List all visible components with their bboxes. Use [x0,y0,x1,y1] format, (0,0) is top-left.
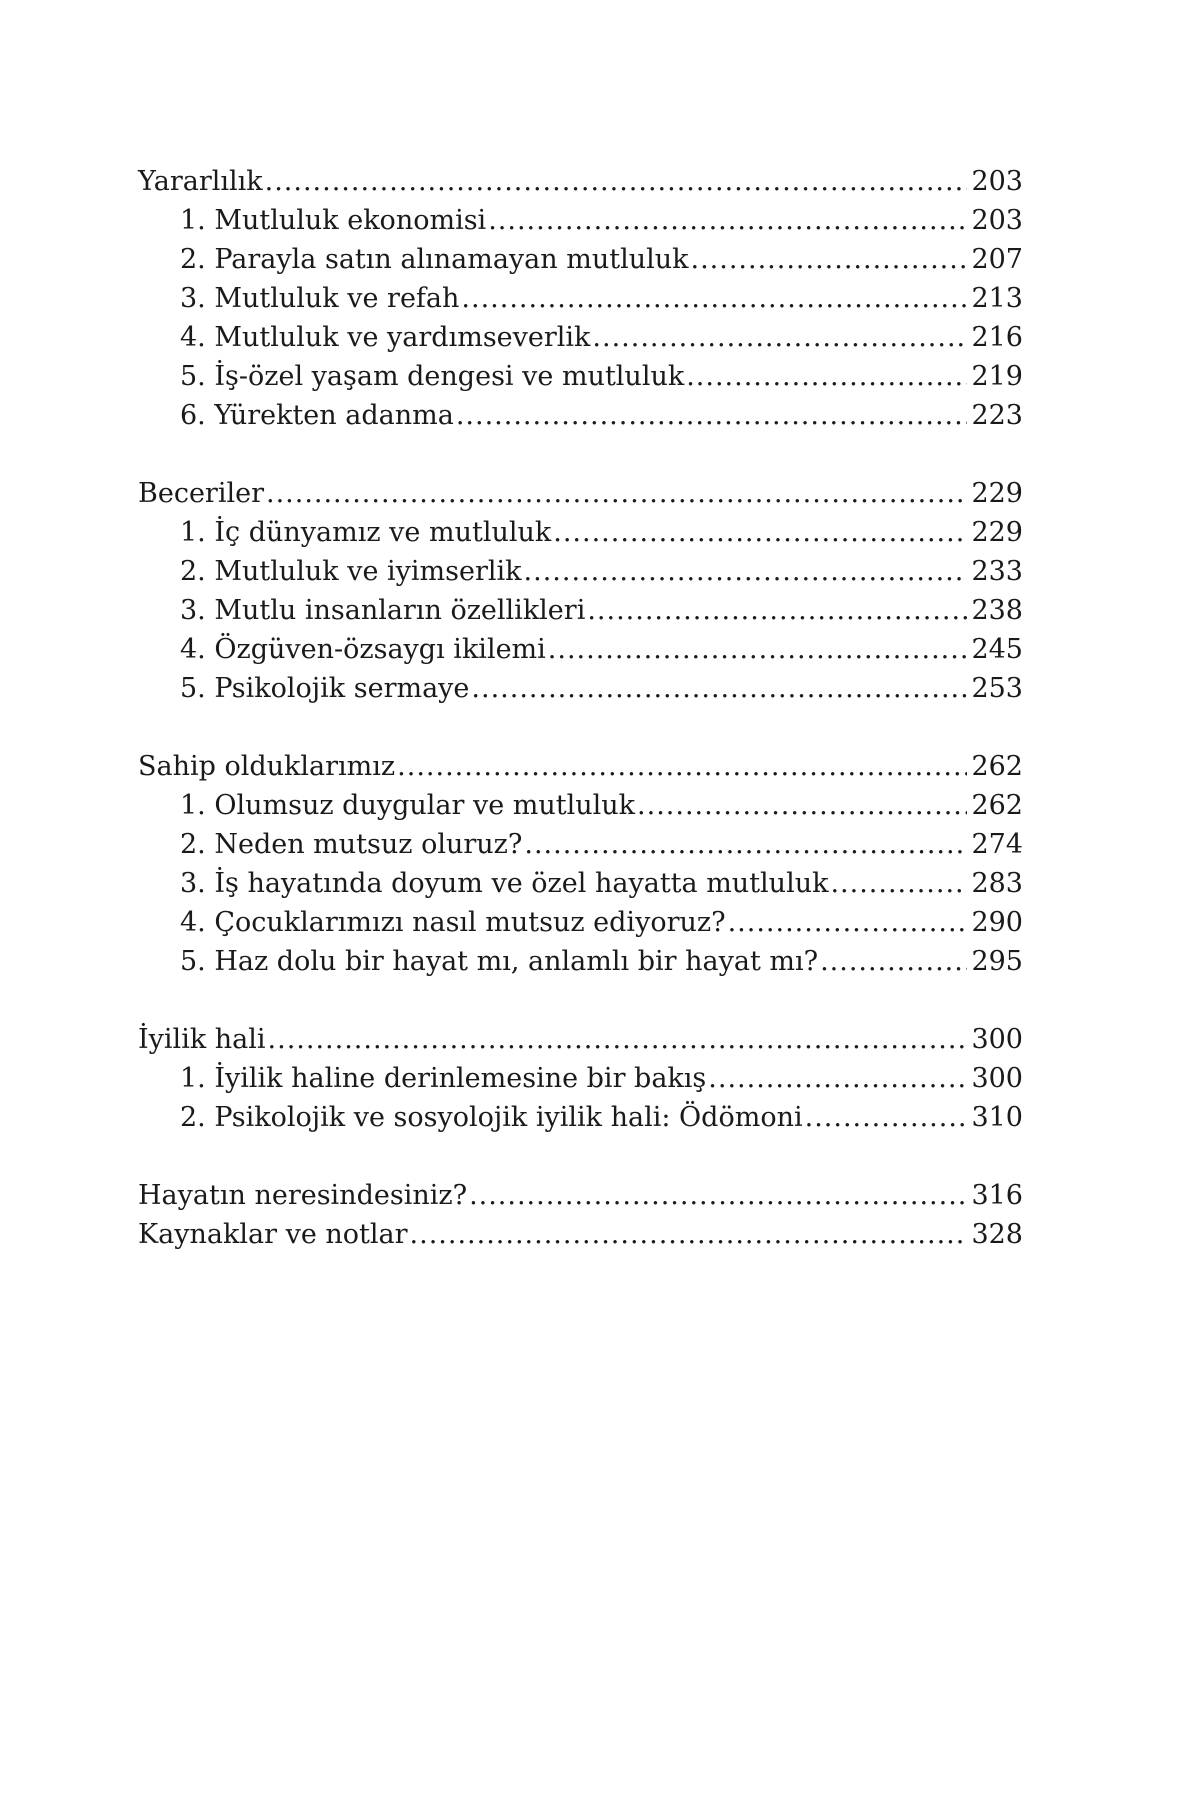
toc-page-number: 274 [971,829,1023,860]
toc-entry-title: Yararlılık [138,166,263,197]
toc-entry-title: Hayatın neresindesiniz? [138,1180,468,1211]
toc-page-number: 223 [971,400,1023,431]
toc-page-number: 262 [971,790,1023,821]
toc-entry [138,201,1023,240]
toc-entry-title: 6. Yürekten adanma [180,400,454,431]
toc-section [138,747,1023,981]
toc-page-number: 300 [971,1063,1023,1094]
toc-page-number: 253 [971,673,1023,704]
toc-section-heading [138,1176,1023,1215]
toc-entry-title: 3. Mutluluk ve refah [180,283,460,314]
toc-page-number: 245 [971,634,1023,665]
toc-entry-title: Beceriler [138,478,264,509]
toc-section [138,474,1023,708]
toc-entry-title: 4. Mutluluk ve yardımseverlik [180,322,591,353]
toc-section-heading [138,1215,1023,1254]
dot-leader [548,630,968,669]
toc-page-number: 229 [971,517,1023,548]
toc-page-number: 213 [971,283,1023,314]
toc-entry-title: 1. İyilik haline derinlemesine bir bakış [180,1063,707,1094]
toc-entry [138,552,1023,591]
toc-entry-title: Sahip olduklarımız [138,751,396,782]
toc-page-number: 216 [971,322,1023,353]
toc-entry-title: 3. Mutlu insanların özellikleri [180,595,586,626]
toc-entry-title: 1. Olumsuz duygular ve mutluluk [180,790,636,821]
toc-section [138,162,1023,435]
toc-entry-title: 5. Haz dolu bir hayat mı, anlamlı bir hayat mı? [180,946,819,977]
dot-leader [266,474,967,513]
toc-entry [138,942,1023,981]
toc-entry [138,630,1023,669]
toc-entry [138,825,1023,864]
dot-leader [691,240,968,279]
toc-entry [138,357,1023,396]
dot-leader [410,1215,968,1254]
toc-entry-title: 2. Mutluluk ve iyimserlik [180,556,522,587]
dot-leader [265,162,968,201]
dot-leader [728,903,968,942]
toc-page-number: 238 [971,595,1023,626]
dot-leader [471,669,967,708]
toc-final-entries [138,1176,1023,1254]
toc-entry [138,864,1023,903]
toc-section-heading [138,747,1023,786]
toc-entry-title: İyilik hali [138,1024,266,1055]
toc-page-number: 316 [971,1180,1023,1211]
toc-page-number: 219 [971,361,1023,392]
toc-page-number: 290 [971,907,1023,938]
table-of-contents [138,162,1023,1254]
toc-entry-title: 2. Neden mutsuz oluruz? [180,829,523,860]
dot-leader [708,1059,967,1098]
dot-leader [524,825,967,864]
toc-entry-title: 2. Parayla satın alınamayan mutluluk [180,244,689,275]
toc-section-heading [138,1020,1023,1059]
dot-leader [524,552,968,591]
toc-section-heading [138,162,1023,201]
toc-entry [138,1059,1023,1098]
toc-page-number: 295 [971,946,1023,977]
toc-page-number: 207 [971,244,1023,275]
toc-entry-title: 1. Mutluluk ekonomisi [180,205,487,236]
dot-leader [820,942,967,981]
toc-page-number: 203 [971,166,1023,197]
toc-entry [138,786,1023,825]
dot-leader [469,1176,967,1215]
toc-entry [138,240,1023,279]
toc-entry [138,513,1023,552]
toc-entry-title: 3. İş hayatında doyum ve özel hayatta mutluluk [180,868,829,899]
toc-entry [138,591,1023,630]
dot-leader [592,318,967,357]
toc-section-heading [138,474,1023,513]
toc-page-number: 229 [971,478,1023,509]
toc-page-number: 300 [971,1024,1023,1055]
dot-leader [686,357,967,396]
toc-entry-title: 5. İş-özel yaşam dengesi ve mutluluk [180,361,685,392]
dot-leader [830,864,967,903]
toc-page-number: 310 [971,1102,1023,1133]
dot-leader [553,513,967,552]
dot-leader [397,747,967,786]
dot-leader [268,1020,968,1059]
toc-entry-title: Kaynaklar ve notlar [138,1219,408,1250]
toc-entry [138,669,1023,708]
dot-leader [456,396,968,435]
toc-entry [138,903,1023,942]
toc-entry [138,279,1023,318]
toc-page-number: 203 [971,205,1023,236]
toc-entry-title: 1. İç dünyamız ve mutluluk [180,517,552,548]
dot-leader [805,1098,968,1137]
toc-page-number: 262 [971,751,1023,782]
dot-leader [461,279,967,318]
dot-leader [587,591,967,630]
toc-page-number: 328 [971,1219,1023,1250]
toc-page-number: 283 [971,868,1023,899]
toc-section [138,1020,1023,1137]
toc-entry-title: 4. Özgüven-özsaygı ikilemi [180,634,546,665]
dot-leader [637,786,967,825]
toc-entry-title: 2. Psikolojik ve sosyolojik iyilik hali: Ödömoni [180,1102,803,1133]
toc-entry [138,318,1023,357]
dot-leader [488,201,967,240]
toc-entry-title: 5. Psikolojik sermaye [180,673,470,704]
toc-page-number: 233 [971,556,1023,587]
toc-entry [138,396,1023,435]
toc-entry [138,1098,1023,1137]
toc-entry-title: 4. Çocuklarımızı nasıl mutsuz ediyoruz? [180,907,726,938]
